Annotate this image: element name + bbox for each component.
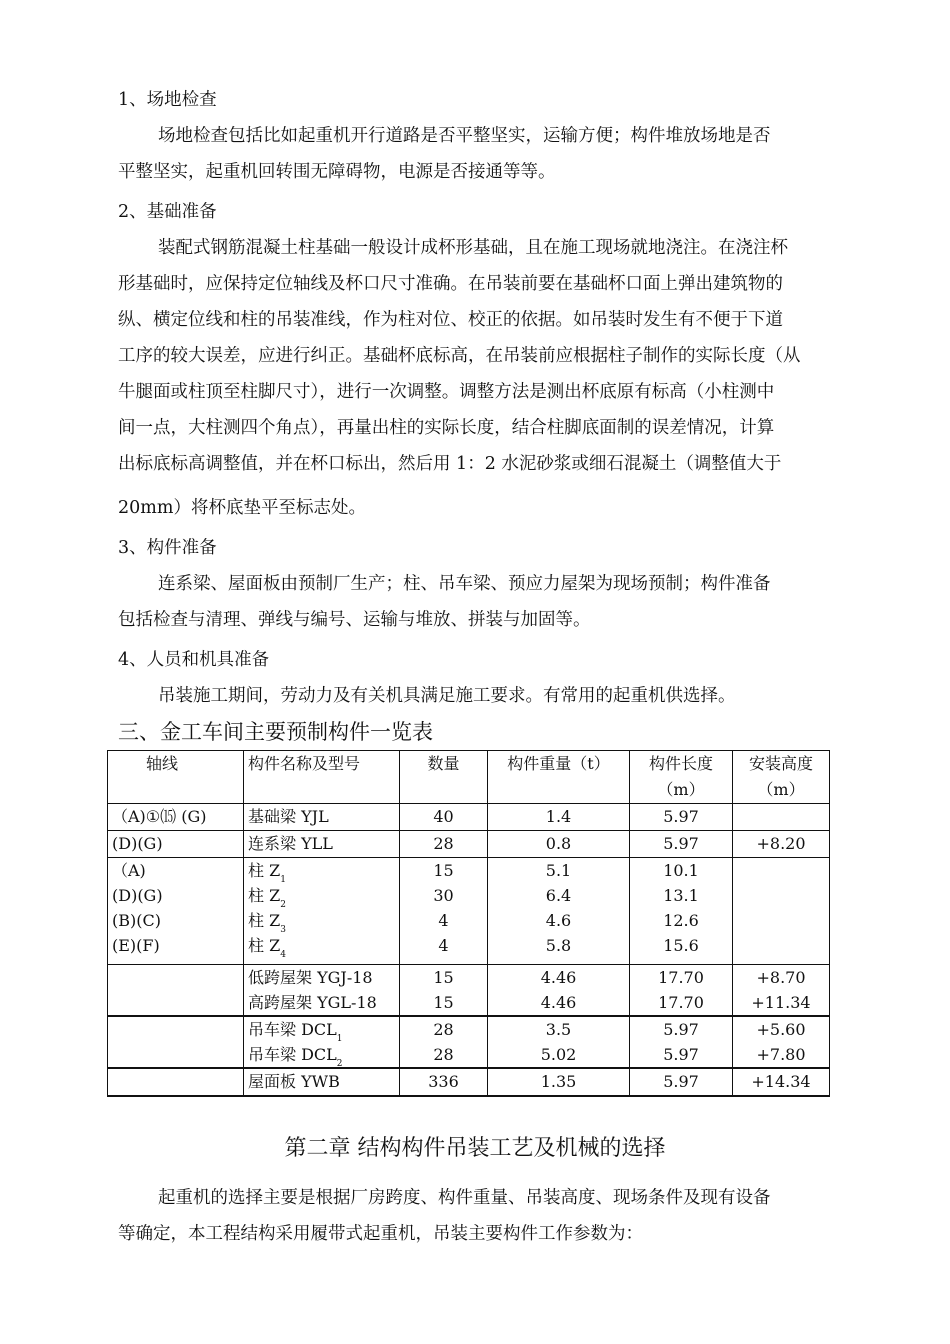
column-name: [248, 858, 395, 883]
paragraph-line: 牛腿面或柱顶至柱脚尺寸），进行一次调整。调整方法是测出杯底原有标高（小柱测中: [118, 382, 775, 402]
cell-length: 5.97: [630, 831, 733, 858]
subscript: 1: [336, 1034, 343, 1044]
header-name: 构件名称及型号: [244, 751, 400, 804]
cell-height: [733, 1016, 830, 1068]
chapter-title: 第二章 结构构件吊装工艺及机械的选择: [284, 1136, 666, 1161]
header-length: [630, 751, 733, 804]
cell-weight: 1.4: [488, 804, 630, 831]
cell-axis: [108, 1068, 244, 1096]
cell-name: [244, 965, 400, 1017]
weight-value: 3.5: [545, 1020, 572, 1039]
cell-height: +8.20: [733, 831, 830, 858]
name-text: 吊车梁 DCL: [248, 1020, 337, 1039]
name-prefix: 柱 Z: [248, 936, 281, 955]
paragraph-line: 包括检查与清理、弹线与编号、运输与堆放、拼装与加固等。: [118, 610, 591, 630]
paragraph-line: 20mm）将杯底垫平至标志处。: [118, 498, 366, 518]
crane-beam-name: [248, 1017, 395, 1042]
heading-foundation: 2、基础准备: [118, 202, 217, 222]
name-text: 吊车梁 DCL: [248, 1045, 337, 1064]
cell-length: [630, 965, 733, 1017]
length-value: 5.97: [663, 1020, 699, 1039]
header-height: [733, 751, 830, 804]
cell-name: 屋面板 YWB: [244, 1068, 400, 1096]
paragraph-line: 形基础时，应保持定位轴线及杯口尺寸准确。在吊装前要在基础杯口面上弹出建筑物的: [118, 274, 783, 294]
table-row: [108, 831, 830, 858]
table-row-crane-beams: [108, 1016, 830, 1068]
table-row: [108, 804, 830, 831]
cell-weight: 1.35: [488, 1068, 630, 1096]
qty-value: 30: [433, 886, 454, 905]
cell-height: [733, 804, 830, 831]
weight-value: 5.1: [545, 861, 572, 880]
column-name: [248, 908, 395, 933]
cell-weight: [488, 1016, 630, 1068]
heading-personnel: 4、人员和机具准备: [118, 650, 270, 670]
weight-value: 5.02: [540, 1045, 577, 1064]
cell-axis: [108, 965, 244, 1017]
paragraph-line: 平整坚实，起重机回转围无障碍物，电源是否接通等等。: [118, 162, 556, 182]
cell-length: 5.97: [630, 804, 733, 831]
qty-value: 28: [433, 1045, 454, 1064]
paragraph-line: 等确定，本工程结构采用履带式起重机，吊装主要构件工作参数为：: [118, 1224, 643, 1244]
paragraph-line: 装配式钢筋混凝土柱基础一般设计成杯形基础，且在施工现场就地浇注。在浇注杯: [158, 238, 788, 258]
cell-length: [630, 1016, 733, 1068]
paragraph-line: 场地检查包括比如起重机开行道路是否平整坚实，运输方便；构件堆放场地是否: [158, 126, 771, 146]
paragraph-line: 纵、横定位线和柱的吊装准线，作为柱对位、校正的依据。如吊装时发生有不便于下道: [118, 310, 783, 330]
cell-height: +14.34: [733, 1068, 830, 1096]
axis-line: (D)(G): [112, 886, 163, 905]
cell-name: 基础梁 YJL: [244, 804, 400, 831]
cell-qty: [400, 1016, 488, 1068]
header-height-unit: （m）: [757, 780, 805, 799]
cell-qty: 28: [400, 831, 488, 858]
weight-value: 4.46: [540, 993, 577, 1012]
cell-name: [244, 1016, 400, 1068]
length-value: 13.1: [663, 886, 699, 905]
column-name: [248, 933, 395, 958]
cell-axis: （A)①⒂ (G): [108, 804, 244, 831]
axis-line: （A): [112, 861, 146, 880]
name-prefix: 柱 Z: [248, 886, 281, 905]
paragraph-line: 连系梁、屋面板由预制厂生产；柱、吊车梁、预应力屋架为现场预制；构件准备: [158, 574, 771, 594]
table-header-row: [108, 751, 830, 804]
qty-value: 15: [433, 861, 454, 880]
length-value: 12.6: [663, 911, 699, 930]
name-prefix: 柱 Z: [248, 861, 281, 880]
axis-line: (E)(F): [112, 936, 160, 955]
cell-height: [733, 965, 830, 1017]
heading-site-check: 1、场地检查: [118, 90, 217, 110]
crane-beam-name: [248, 1042, 395, 1067]
weight-value: 4.46: [540, 968, 577, 987]
qty-value: 4: [438, 936, 449, 955]
subscript: 2: [336, 1059, 343, 1069]
paragraph-line: 间一点，大柱测四个角点），再量出柱的实际长度，结合柱脚底面制的误差情况，计算: [118, 418, 775, 438]
axis-line: (B)(C): [112, 911, 161, 930]
cell-qty: 40: [400, 804, 488, 831]
cell-weight: 0.8: [488, 831, 630, 858]
subscript: 2: [280, 900, 286, 910]
header-weight: 构件重量（t）: [488, 751, 630, 804]
truss-name: 高跨屋架 YGL-18: [248, 993, 377, 1012]
length-value: 17.70: [658, 993, 704, 1012]
cell-weight: [488, 858, 630, 965]
cell-axis: [108, 858, 244, 965]
section-title: 三、金工车间主要预制构件一览表: [118, 720, 433, 744]
qty-value: 4: [438, 911, 449, 930]
height-value: +8.70: [756, 968, 806, 987]
cell-qty: [400, 858, 488, 965]
cell-qty: 336: [400, 1068, 488, 1096]
cell-name: [244, 858, 400, 965]
qty-value: 15: [433, 993, 454, 1012]
cell-qty: [400, 965, 488, 1017]
truss-name: 低跨屋架 YGJ-18: [248, 968, 373, 987]
length-value: 10.1: [663, 861, 699, 880]
height-value: +5.60: [756, 1020, 806, 1039]
components-table: [107, 750, 830, 1097]
paragraph-line: 起重机的选择主要是根据厂房跨度、构件重量、吊装高度、现场条件及现有设备: [158, 1188, 771, 1208]
length-value: 15.6: [663, 936, 699, 955]
subscript: 4: [280, 950, 286, 960]
length-value: 17.70: [658, 968, 704, 987]
header-length-unit: （m）: [657, 780, 705, 799]
length-value: 5.97: [663, 1045, 699, 1064]
qty-value: 15: [433, 968, 454, 987]
column-name: [248, 883, 395, 908]
cell-height: [733, 858, 830, 965]
weight-value: 5.8: [545, 936, 572, 955]
paragraph-line: 出标底标高调整值，并在杯口标出，然后用 1：2 水泥砂浆或细石混凝土（调整值大于: [118, 454, 782, 474]
weight-value: 6.4: [545, 886, 572, 905]
cell-name: 连系梁 YLL: [244, 831, 400, 858]
cell-axis: (D)(G): [108, 831, 244, 858]
table-row-roof-panel: [108, 1068, 830, 1096]
subscript: 3: [280, 925, 286, 935]
cell-weight: [488, 965, 630, 1017]
table-row-columns: [108, 858, 830, 965]
name-prefix: 柱 Z: [248, 911, 281, 930]
header-qty: 数量: [400, 751, 488, 804]
weight-value: 4.6: [545, 911, 572, 930]
height-value: +7.80: [756, 1045, 806, 1064]
cell-axis: [108, 1016, 244, 1068]
paragraph-line: 工序的较大误差，应进行纠正。基础杯底标高，在吊装前应根据柱子制作的实际长度（从: [118, 346, 801, 366]
height-value: +11.34: [751, 993, 811, 1012]
cell-length: 5.97: [630, 1068, 733, 1096]
qty-value: 28: [433, 1020, 454, 1039]
heading-components: 3、构件准备: [118, 538, 217, 558]
cell-length: [630, 858, 733, 965]
header-height-label: 安装高度: [748, 754, 813, 773]
table-row-trusses: [108, 965, 830, 1017]
header-axis: 轴线: [108, 751, 244, 804]
header-length-label: 构件长度: [648, 754, 713, 773]
subscript: 1: [280, 875, 286, 885]
paragraph-line: 吊装施工期间，劳动力及有关机具满足施工要求。有常用的起重机供选择。: [158, 686, 736, 706]
